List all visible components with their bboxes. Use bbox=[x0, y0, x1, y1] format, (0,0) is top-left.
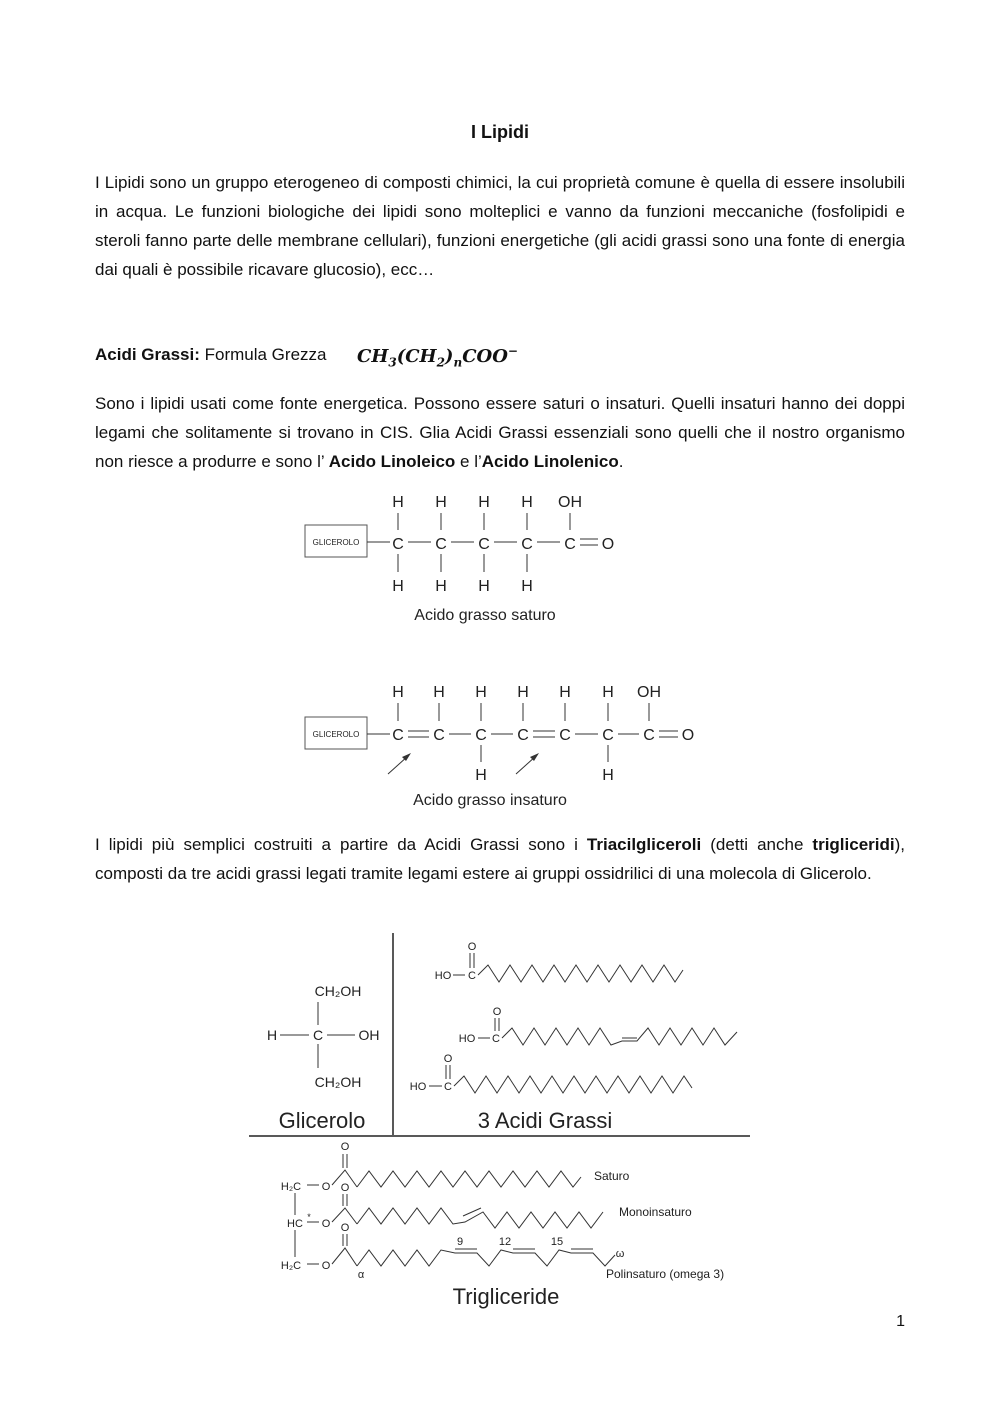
fatty-acid-formula bbox=[357, 344, 518, 370]
atom-h: H bbox=[478, 578, 490, 595]
linoleic-acid-term: Acido Linoleico bbox=[328, 452, 456, 471]
formula-part-a: CH bbox=[357, 346, 389, 367]
atom-h: H bbox=[602, 767, 614, 784]
atom-o: O bbox=[321, 1260, 331, 1272]
para3-text: (detti anche bbox=[701, 835, 813, 854]
atom-c: C bbox=[559, 727, 571, 744]
glicerolo-box-label: GLICEROLO bbox=[312, 538, 360, 547]
atom-h: H bbox=[392, 578, 404, 595]
atom-h: H bbox=[392, 684, 404, 701]
atom-c: C bbox=[433, 727, 445, 744]
atom-h: H bbox=[475, 767, 487, 784]
glicerolo-label: Glicerolo bbox=[278, 1108, 366, 1133]
omega-label: ω bbox=[615, 1248, 625, 1260]
intro-paragraph: I Lipidi sono un gruppo eterogeneo di composti chimici, la cui proprietà comune è quella di essere insolubili in acqua. Le funzioni biologiche dei lipidi sono molteplici e vanno da funzioni meccaniche (fosfolipidi e steroli fanno parte delle membrane cellulari), funzioni energetiche (gli acidi grassi sono una fonte di energia dai quali è possibile ricavare glucosio), ecc… bbox=[95, 173, 905, 279]
saturated-caption: Acido grasso saturo bbox=[414, 607, 556, 624]
atom-c: C bbox=[602, 727, 614, 744]
atom-c: C bbox=[392, 727, 404, 744]
atom-oh: OH bbox=[637, 684, 661, 701]
atom-c: C bbox=[392, 536, 404, 553]
h2c-group: H₂C bbox=[280, 1181, 302, 1193]
fatty-acids-paragraph bbox=[95, 389, 905, 476]
ch2oh-group: CH₂OH bbox=[314, 1074, 362, 1090]
atom-c: C bbox=[643, 727, 655, 744]
atom-h: H bbox=[478, 494, 490, 511]
atom-c: C bbox=[564, 536, 576, 553]
para2-text: e l’ bbox=[455, 452, 482, 471]
polinsaturo-label: Polinsaturo (omega 3) bbox=[606, 1267, 725, 1281]
atom-h: H bbox=[559, 684, 571, 701]
atom-h: H bbox=[602, 684, 614, 701]
atom-c: C bbox=[492, 1033, 500, 1045]
para3-text: ), composti da tre acidi grassi legati tramite legami estere ai gruppi ossidrilici di una molecola di Glicerolo. bbox=[95, 835, 905, 883]
atom-h: H bbox=[266, 1027, 278, 1043]
triacylglycerol-term: Triacilgliceroli bbox=[586, 835, 702, 854]
formula-part-b: (CH bbox=[396, 346, 437, 367]
acids-label: 3 Acidi Grassi bbox=[477, 1108, 613, 1133]
atom-ho: HO bbox=[458, 1033, 476, 1045]
atom-c: C bbox=[517, 727, 529, 744]
page-title: I Lipidi bbox=[471, 122, 529, 142]
carbon-position: 9 bbox=[456, 1236, 464, 1248]
section-heading bbox=[95, 345, 326, 365]
saturo-label: Saturo bbox=[594, 1169, 630, 1183]
ch2oh-group: CH₂OH bbox=[314, 983, 362, 999]
h2c-group: H₂C bbox=[280, 1260, 302, 1272]
monoinsaturo-label: Monoinsaturo bbox=[619, 1205, 692, 1219]
page-number: 1 bbox=[896, 1313, 905, 1330]
glicerolo-box-label: GLICEROLO bbox=[312, 730, 360, 739]
carbon-position: 15 bbox=[550, 1236, 564, 1248]
atom-c: C bbox=[435, 536, 447, 553]
formula-part-d: COO bbox=[462, 346, 508, 367]
atom-h: H bbox=[521, 494, 533, 511]
atom-h: H bbox=[435, 578, 447, 595]
atom-oh: OH bbox=[358, 1027, 380, 1043]
atom-c: C bbox=[521, 536, 533, 553]
formula-sub-b: 2 bbox=[436, 355, 445, 370]
atom-o: O bbox=[321, 1218, 331, 1230]
saturated-fatty-acid-figure bbox=[290, 480, 650, 630]
atom-oh: OH bbox=[558, 494, 582, 511]
para3-text: I lipidi più semplici costruiti a partire da Acidi Grassi sono i bbox=[95, 835, 587, 854]
atom-c: C bbox=[444, 1081, 452, 1093]
formula-part-c: ) bbox=[444, 346, 454, 367]
trigliceride-caption: Trigliceride bbox=[452, 1284, 560, 1309]
atom-o: O bbox=[340, 1182, 350, 1194]
formula-sup-d: − bbox=[507, 344, 518, 358]
atom-h: H bbox=[435, 494, 447, 511]
section-heading-bold: Acidi Grassi: bbox=[95, 345, 200, 364]
atom-o: O bbox=[681, 727, 695, 744]
alpha-label: α bbox=[357, 1269, 365, 1281]
linolenic-acid-term: Acido Linolenico bbox=[481, 452, 619, 471]
para2-text: . bbox=[618, 452, 624, 471]
hc-group: HC bbox=[287, 1218, 303, 1230]
atom-o: O bbox=[601, 536, 615, 553]
triacylglycerol-paragraph bbox=[95, 830, 905, 888]
atom-c: C bbox=[468, 970, 476, 982]
atom-o: O bbox=[467, 941, 477, 953]
atom-c: C bbox=[312, 1027, 324, 1043]
para2-text: Sono i lipidi usati come fonte energetica. Possono essere saturi o insaturi. Quelli insaturi hanno dei doppi legami che solitamente si trovano in CIS. Glia Acidi Grassi essenziali sono quelli che il nostro organismo non riesce a produrre e sono l’ bbox=[95, 394, 905, 471]
atom-h: H bbox=[433, 684, 445, 701]
triglyceride-term: trigliceridi bbox=[812, 835, 895, 854]
atom-h: H bbox=[517, 684, 529, 701]
atom-c: C bbox=[478, 536, 490, 553]
atom-ho: HO bbox=[409, 1081, 427, 1093]
atom-o: O bbox=[443, 1053, 453, 1065]
formula-sub-a: 3 bbox=[388, 355, 397, 370]
atom-h: H bbox=[475, 684, 487, 701]
atom-o: O bbox=[321, 1181, 331, 1193]
atom-ho: HO bbox=[434, 970, 452, 982]
atom-c: C bbox=[475, 727, 487, 744]
atom-h: H bbox=[521, 578, 533, 595]
section-subheading: Formula Grezza bbox=[204, 345, 327, 364]
carbon-position: 12 bbox=[498, 1236, 512, 1248]
atom-o: O bbox=[340, 1222, 350, 1234]
formula-sub-c: n bbox=[453, 355, 463, 370]
chiral-marker: * bbox=[307, 1212, 311, 1222]
triglyceride-figure bbox=[245, 930, 755, 1315]
atom-o: O bbox=[492, 1006, 502, 1018]
unsaturated-caption: Acido grasso insaturo bbox=[413, 792, 567, 809]
atom-o: O bbox=[340, 1141, 350, 1153]
atom-h: H bbox=[392, 494, 404, 511]
unsaturated-fatty-acid-figure bbox=[290, 672, 710, 817]
